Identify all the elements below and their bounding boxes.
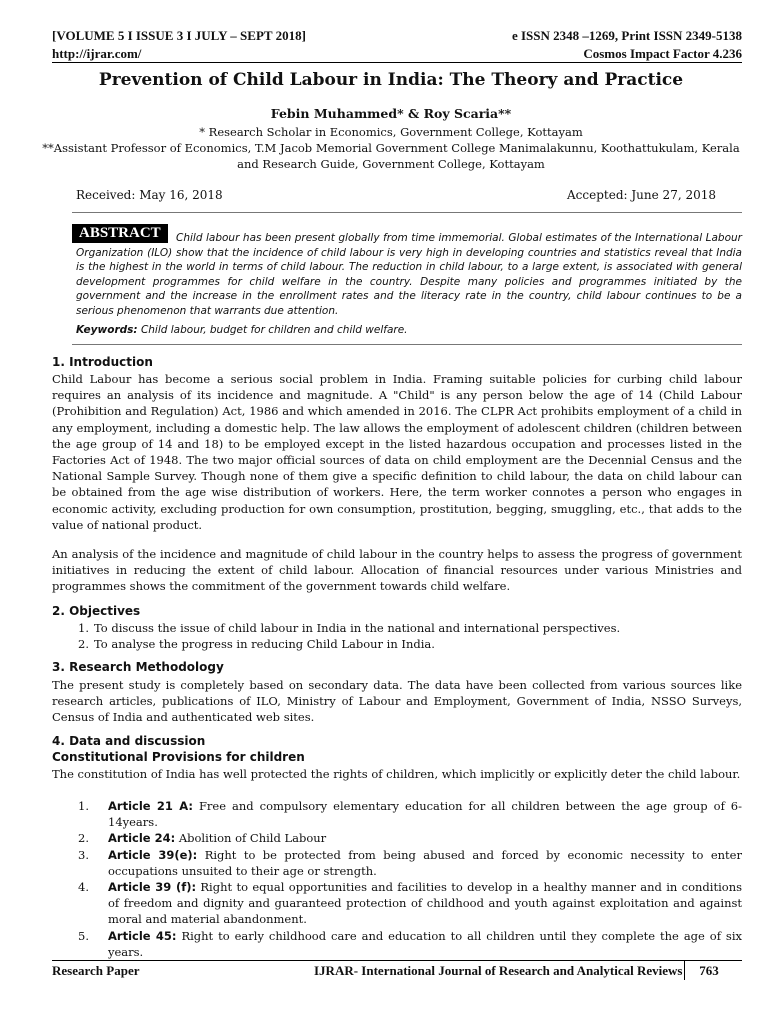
intro-paragraph-1: Child Labour has become a serious social problem in India. Framing suitable policies for curbing child labour requires an analysis of its incidence and magnitude. A "Child" is any person below the age of 14 (Child Labour (Prohibition and Regulation) Act, 1986 and which amended in 2016. The CLPR Act prohibits employment of a child in any employment, including a domestic help. The law allows the employment of adolescent children (children between the age group of 14 and 18) to be employed except in the listed hazardous occupation and processes listed in the Factories Act of 1948. The two major official sources of data on child employment are the Decennial Census and the National Sample Survey. Though none of them give a specific definition to child labour, the data on child labour can be obtained from the age wise distribution of workers. Here, the term worker connotes a person who engages in economic activity, excluding production for own consumption, prostitution, begging, smuggling, etc., that adds to the value of national product. xyxy=(52,372,742,532)
intro-paragraph-2: An analysis of the incidence and magnitude of child labour in the country helps to assess the progress of government initiatives in reducing the extent of child labour. Allocation of financial resources under various Ministries and programmes shows the commitment of the government towards child welfare. xyxy=(52,547,742,594)
affiliation-1: * Research Scholar in Economics, Government College, Kottayam xyxy=(199,125,583,139)
constitution-paragraph: The constitution of India has well protected the rights of children, which implicitly or explicitly deter the child labour. xyxy=(52,767,741,781)
list-item xyxy=(78,636,742,652)
footer-paper-type: Research Paper xyxy=(52,963,140,978)
journal-header-row-2 xyxy=(52,46,742,62)
volume-issue: [VOLUME 5 I ISSUE 3 I JULY – SEPT 2018] xyxy=(52,28,306,43)
methodology-paragraph: The present study is completely based on secondary data. The data have been collected from various sources like research articles, publications of ILO, Ministry of Labour and Employment, Government of India, NSSO Surveys, Census of India and authenticated web sites. xyxy=(52,678,742,725)
paper-authors: Febin Muhammed* & Roy Scaria** xyxy=(270,106,512,121)
articles-list xyxy=(78,798,742,960)
article-title: Article 39 (f): xyxy=(108,880,197,895)
methodology-heading: 3. Research Methodology xyxy=(52,660,224,674)
list-number: 3. xyxy=(78,847,89,862)
constitutional-provisions-heading: Constitutional Provisions for children xyxy=(52,750,305,764)
list-number: 4. xyxy=(78,880,89,895)
list-number: 5. xyxy=(78,928,89,943)
list-item xyxy=(78,830,742,846)
list-item xyxy=(78,847,742,879)
dates-rule xyxy=(72,212,742,213)
article-text: Right to equal opportunities and facilities to develop in a healthy manner and in conditions of freedom and dignity and guaranteed protection of childhood and youth against exploitation and against moral and material abandonment. xyxy=(108,880,742,927)
article-text: Right to be protected from being abused and forced by economic necessity to enter occupations unsuited to their age or strength. xyxy=(108,847,742,878)
list-item xyxy=(78,620,742,636)
keywords xyxy=(76,324,742,336)
data-heading: 4. Data and discussion xyxy=(52,734,206,748)
article-text: Abolition of Child Labour xyxy=(175,831,327,846)
received-date: Received: May 16, 2018 xyxy=(76,188,223,202)
page-number: 763 xyxy=(684,961,733,980)
abstract-text: Child labour has been present globally from time immemorial. Global estimates of the International Labour Organization (ILO) show that the incidence of child labour is very high in developing countries and statistics reveal that India is the highest in the world in terms of child labour. The reduction in child labour, to a large extent, is associated with general development programmes for child welfare in the country. Despite many policies and programmes initiated by the government and the increase in the enrollment rates and the literacy rate in the country, child labour continues to be a serious phenomenon that warrants due attention. xyxy=(76,232,742,317)
dates-row xyxy=(76,188,716,204)
article-text: Right to early childhood care and education to all children until they complete the age of six years. xyxy=(108,928,742,959)
article-title: Article 21 A: xyxy=(108,799,193,813)
list-item xyxy=(78,798,742,830)
list-item xyxy=(78,879,742,928)
keywords-text: Child labour, budget for children and child welfare. xyxy=(140,324,408,336)
article-text: Free and compulsory elementary education for all children between the age group of 6-14years. xyxy=(108,799,743,830)
page-footer xyxy=(52,960,742,979)
keywords-label: Keywords: xyxy=(76,324,138,336)
article-title: Article 39(e): xyxy=(108,847,198,862)
article-title: Article 45: xyxy=(108,928,177,943)
list-number: 2. xyxy=(78,637,89,652)
list-number: 1. xyxy=(78,621,89,635)
list-item xyxy=(78,928,742,960)
header-rule xyxy=(52,62,742,63)
list-number: 1. xyxy=(78,799,89,813)
journal-url[interactable]: http://ijrar.com/ xyxy=(52,46,142,61)
issn: e ISSN 2348 –1269, Print ISSN 2349-5138 xyxy=(511,28,742,43)
objective-text: To discuss the issue of child labour in India in the national and international perspectives. xyxy=(94,621,621,635)
article-title: Article 24: xyxy=(108,831,176,846)
paper-title: Prevention of Child Labour in India: The Theory and Practice xyxy=(98,70,684,90)
affiliation-2: **Assistant Professor of Economics, T.M Jacob Memorial Government College Manimalakunnu, Koothattukulam, Kerala and Research Guide, Government College, Kottayam xyxy=(42,141,740,171)
journal-header-row-1 xyxy=(52,28,742,44)
list-number: 2. xyxy=(78,831,89,846)
intro-heading: 1. Introduction xyxy=(52,355,153,369)
abstract-label: ABSTRACT xyxy=(72,224,168,243)
impact-factor: Cosmos Impact Factor 4.236 xyxy=(583,46,742,61)
accepted-date: Accepted: June 27, 2018 xyxy=(567,188,716,202)
objectives-list xyxy=(78,620,742,652)
abstract-rule xyxy=(72,344,742,345)
footer-journal-name: IJRAR- International Journal of Research and Analytical Reviews xyxy=(314,963,683,978)
objective-text: To analyse the progress in reducing Child Labour in India. xyxy=(94,637,435,652)
objectives-heading: 2. Objectives xyxy=(52,604,141,618)
